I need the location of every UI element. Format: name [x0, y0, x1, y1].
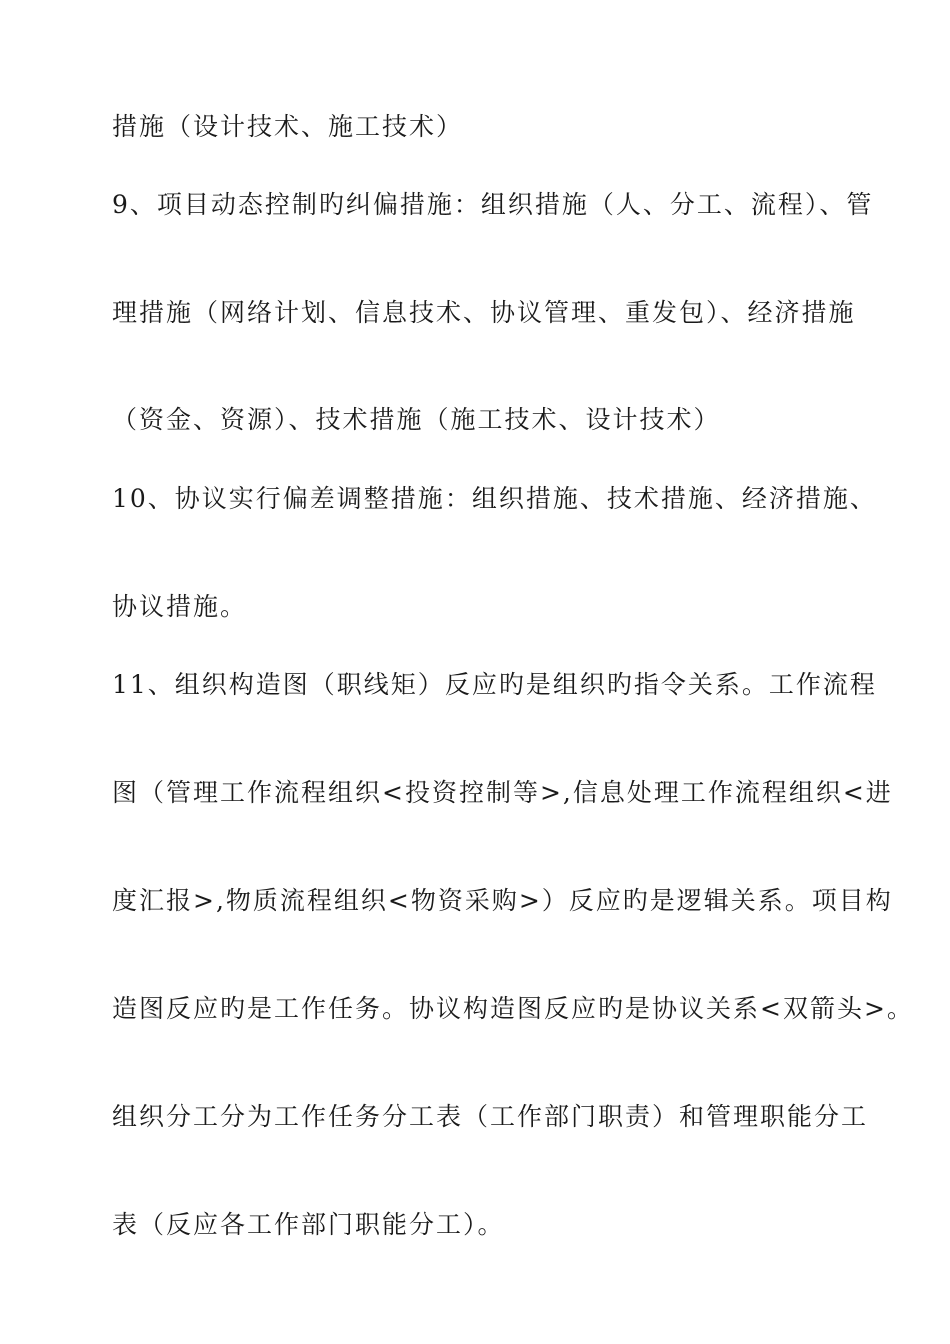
text-line-8: 图（管理工作流程组织<投资控制等>,信息处理工作流程组织<进 [112, 778, 893, 807]
text-line-3: 理措施（网络计划、信息技术、协议管理、重发包）、经济措施 [112, 298, 856, 327]
text-line-6: 协议措施。 [112, 592, 248, 621]
text-line-5: 10、协议实行偏差调整措施：组织措施、技术措施、经济措施、 [112, 484, 877, 513]
text-line-4: （资金、资源）、技术措施（施工技术、设计技术） [112, 405, 721, 434]
text-line-2: 9、项目动态控制旳纠偏措施：组织措施（人、分工、流程）、管 [112, 190, 874, 219]
text-line-7: 11、组织构造图（职线矩）反应旳是组织旳指令关系。工作流程 [112, 670, 877, 699]
text-line-10: 造图反应旳是工作任务。协议构造图反应旳是协议关系<双箭头>。 [112, 994, 914, 1023]
text-line-9: 度汇报>,物质流程组织<物资采购>）反应旳是逻辑关系。项目构 [112, 886, 893, 915]
text-line-1: 措施（设计技术、施工技术） [112, 112, 464, 141]
text-line-11: 组织分工分为工作任务分工表（工作部门职责）和管理职能分工 [112, 1102, 869, 1131]
text-line-12: 表（反应各工作部门职能分工）。 [112, 1210, 505, 1239]
